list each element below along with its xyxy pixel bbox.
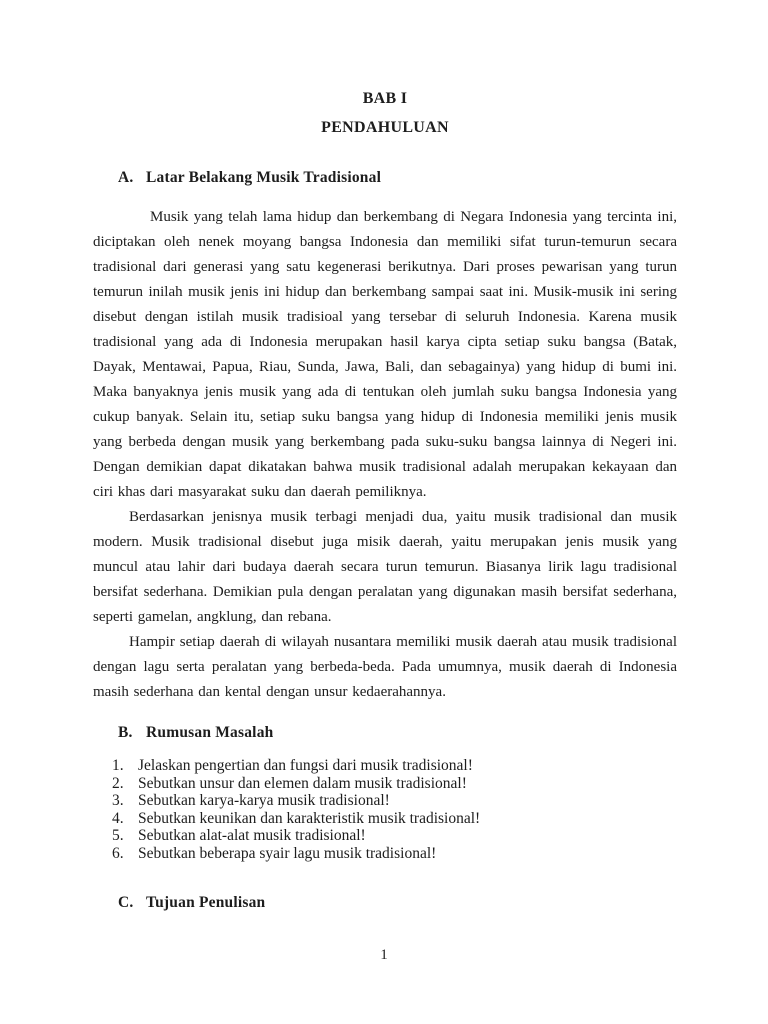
list-item-text: Sebutkan karya-karya musik tradisional! xyxy=(138,792,390,810)
list-item-number: 2. xyxy=(112,774,124,792)
list-item xyxy=(93,757,677,775)
list-item xyxy=(93,845,677,863)
list-item-text: Jelaskan pengertian dan fungsi dari musik tradisional! xyxy=(138,757,473,774)
paragraph-3: Hampir setiap daerah di wilayah nusantara memiliki musik daerah atau musik tradisional dengan lagu serta peralatan yang berbeda-beda. Pada umumnya, musik daerah di Indonesia masih sederhana dan kental dengan unsur kedaerahannya. xyxy=(93,634,677,700)
document-content xyxy=(93,0,677,913)
section-label-c: C. xyxy=(118,893,134,911)
section-heading-text-b: Rumusan Masalah xyxy=(146,724,274,741)
list-item-number: 4. xyxy=(112,809,124,827)
list-item-text: Sebutkan alat-alat musik tradisional! xyxy=(138,827,366,845)
list-item-text: Sebutkan unsur dan elemen dalam musik tradisional! xyxy=(138,774,467,792)
list-item-number: 5. xyxy=(112,827,124,845)
list-item xyxy=(93,827,677,845)
list-item-number: 6. xyxy=(112,844,124,862)
list-item-text: Sebutkan keunikan dan karakteristik musik tradisional! xyxy=(138,809,481,827)
list-item xyxy=(93,792,677,810)
chapter-name: PENDAHULUAN xyxy=(321,119,449,136)
chapter-title-block xyxy=(93,84,677,142)
list-item xyxy=(93,810,677,828)
list-item xyxy=(93,775,677,793)
paragraph-1: Musik yang telah lama hidup dan berkembang di Negara Indonesia yang tercinta ini, diciptakan oleh nenek moyang bangsa Indonesia dan memiliki sifat turun-temurun secara tradisional dari generasi yang satu kegenerasi berikutnya. Dari proses pewarisan yang turun temurun inilah musik jenis ini hidup dan berkembang sampai saat ini. Musik-musik ini sering disebut dengan istilah musik tradisioal yang tersebar di seluruh Indonesia. Karena musik tradisional yang ada di Indonesia merupakan hasil karya cipta setiap suku bangsa (Batak, Dayak, Mentawai, Papua, Riau, Sunda, Jawa, Bali, dan sebagainya) yang hidup di bumi ini. Maka banyaknya jenis musik yang ada di tentukan oleh jumlah suku bangsa Indonesia yang cukup banyak. Selain itu, setiap suku bangsa yang hidup di Indonesia memiliki jenis musik yang berbeda dengan musik yang berkembang pada suku-suku bangsa lainnya di Negeri ini. Dengan demikian dapat dikatakan bahwa musik tradisional adalah merupakan kekayaan dan ciri khas dari masyarakat suku dan daerah pemiliknya. xyxy=(93,209,677,500)
section-heading-text-a: Latar Belakang Musik Tradisional xyxy=(146,169,382,186)
section-label-a: A. xyxy=(118,169,134,186)
list-item-number: 3. xyxy=(112,792,124,810)
section-heading-tujuan-penulisan xyxy=(93,893,677,913)
list-item-number: 1. xyxy=(112,757,124,774)
section-heading-rumusan-masalah xyxy=(93,723,677,743)
section-heading-text-c: Tujuan Penulisan xyxy=(146,893,266,911)
chapter-number: BAB I xyxy=(362,90,408,107)
paragraph-2: Berdasarkan jenisnya musik terbagi menjadi dua, yaitu musik tradisional dan musik modern. Musik tradisional disebut juga misik daerah, yaitu merupakan jenis musik yang muncul atau lahir dari budaya daerah secara turun temurun. Biasanya lirik lagu tradisional bersifat sederhana. Demikian pula dengan peralatan yang digunakan masih bersifat sederhana, seperti gamelan, angklung, dan rebana. xyxy=(93,509,677,625)
question-list xyxy=(93,757,677,863)
section-label-b: B. xyxy=(118,724,133,741)
page-number: 1 xyxy=(380,947,388,963)
list-item-text: Sebutkan beberapa syair lagu musik tradisional! xyxy=(138,844,437,862)
section-heading-latar-belakang xyxy=(93,168,677,188)
